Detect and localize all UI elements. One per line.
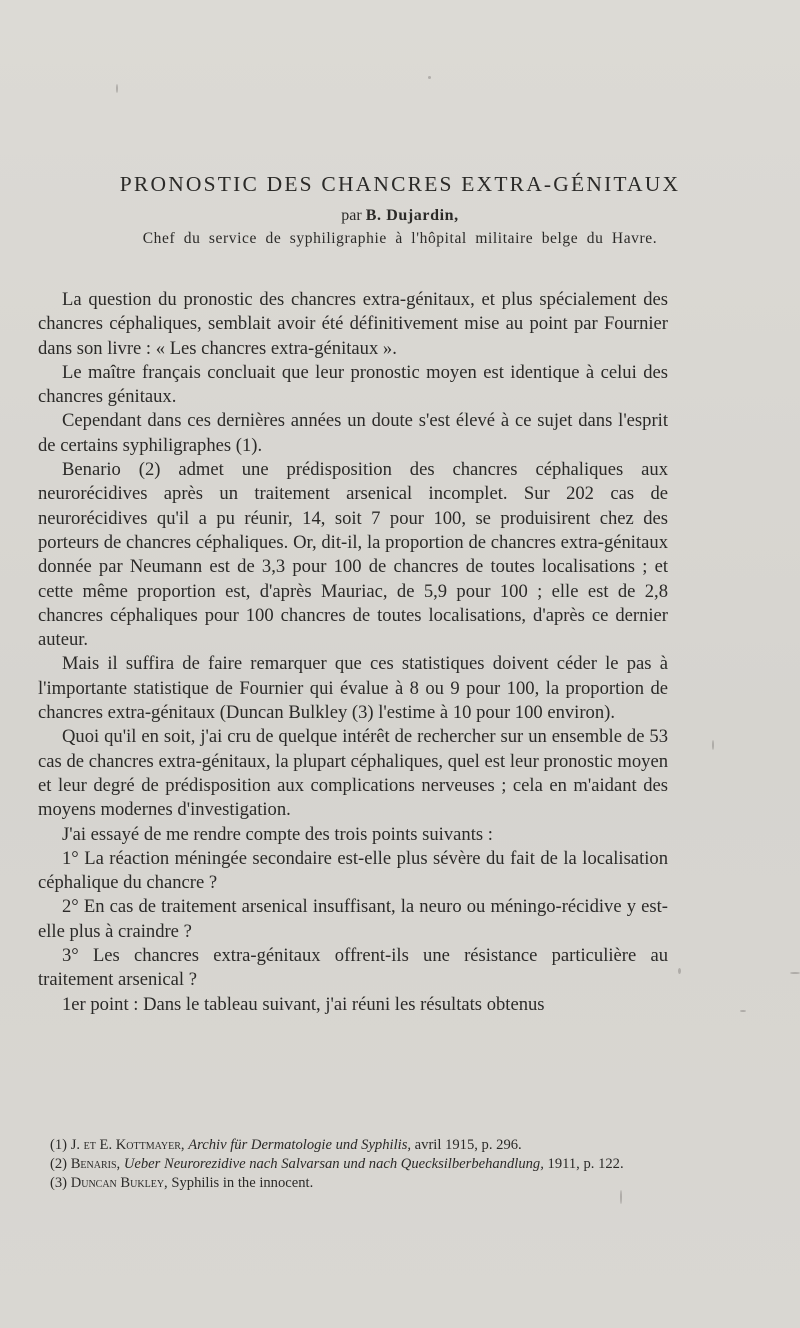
speck bbox=[790, 972, 800, 974]
speck bbox=[712, 740, 714, 750]
author-name: B. Dujardin, bbox=[365, 207, 459, 224]
paragraph: Benario (2) admet une prédisposition des chancres céphaliques aux neurorécidives après un traitement arsenical incomplet. Sur 202 cas de neurorécidives qu'il a pu réunir, 14, soit 7 pour 100, se produisirent chez des porteurs de chancres céphaliques. Or, dit-il, la proportion de chancres extra-génitaux donnée par Neumann est de 3,3 pour 100 de chancres de toutes localisations ; et cette même proportion est, d'après Mauriac, de 5,9 pour 100 ; elle est de 2,8 chancres céphaliques pour 100 chancres de toutes localisations, d'après ce dernier auteur. bbox=[38, 459, 668, 651]
paragraph: Le maître français concluait que leur pronostic moyen est identique à celui des chancres génitaux. bbox=[38, 361, 668, 408]
footnote-authors: J. et E. Kottmayer, bbox=[70, 1137, 185, 1153]
footnote-mark: (2) bbox=[50, 1156, 68, 1172]
footnote-authors: Duncan Bukley, bbox=[70, 1175, 168, 1191]
footnote-details: avril 1915, p. 296. bbox=[414, 1137, 522, 1153]
speck bbox=[620, 1190, 622, 1204]
author-affiliation: Chef du service de syphiligraphie à l'hôpital militaire belge du Havre. bbox=[142, 230, 658, 247]
footnote-details: Syphilis in the innocent. bbox=[171, 1175, 314, 1191]
byline-prefix: par bbox=[341, 207, 362, 224]
paragraph: Quoi qu'il en soit, j'ai cru de quelque intérêt de rechercher sur un ensemble de 53 cas de chancres extra-génitaux, la plupart céphaliques, quel est leur pronostic moyen et leur degré de prédisposition aux complications nerveuses ; cela en m'aidant des moyens modernes d'investigation. bbox=[38, 726, 668, 821]
footnote-title: Ueber Neurorezidive nach Salvarsan und nach Quecksilberbehandlung, bbox=[123, 1156, 544, 1172]
speck bbox=[678, 968, 681, 974]
footnotes bbox=[38, 1136, 670, 1193]
paragraph: La question du pronostic des chancres extra-génitaux, et plus spécialement des chancres céphaliques, semblait avoir été définitivement mise au point par Fournier dans son livre : « Les chancres extra-génitaux ». bbox=[38, 289, 668, 359]
paragraph: J'ai essayé de me rendre compte des trois points suivants : bbox=[62, 823, 493, 845]
paragraph: 2° En cas de traitement arsenical insuffisant, la neuro ou méningo-récidive y est-elle plus à craindre ? bbox=[38, 896, 668, 942]
paragraph: Mais il suffira de faire remarquer que ces statistiques doivent céder le pas à l'importante statistique de Fournier qui évalue à 8 ou 9 pour 100, la proportion de chancres extra-génitaux (Duncan Bulkley (3) l'estime à 10 pour 100 environ). bbox=[38, 653, 668, 724]
speck bbox=[740, 1010, 746, 1012]
footnote-details: 1911, p. 122. bbox=[547, 1156, 624, 1172]
paragraph: 1° La réaction méningée secondaire est-elle plus sévère du fait de la localisation céphalique du chancre ? bbox=[38, 847, 668, 894]
footnote-title: Archiv für Dermatologie und Syphilis, bbox=[188, 1137, 412, 1153]
speck bbox=[116, 84, 118, 93]
paragraph: 3° Les chancres extra-génitaux offrent-ils une résistance particulière au traitement arsenical ? bbox=[38, 945, 668, 991]
byline bbox=[0, 207, 800, 225]
speck bbox=[428, 76, 431, 79]
article-title: PRONOSTIC DES CHANCRES EXTRA-GÉNITAUX bbox=[119, 172, 681, 196]
paragraph: Cependant dans ces dernières années un doute s'est élevé à ce sujet dans l'esprit de certains syphiligraphes (1). bbox=[38, 410, 668, 456]
article-body bbox=[38, 288, 668, 1017]
footnote-mark: (3) bbox=[50, 1175, 68, 1191]
footnote-authors: Benaris, bbox=[70, 1156, 121, 1172]
footnote bbox=[38, 1155, 670, 1174]
footnote-mark: (1) bbox=[50, 1137, 68, 1153]
footnote bbox=[38, 1174, 670, 1193]
paragraph: 1er point : Dans le tableau suivant, j'ai réuni les résultats obtenus bbox=[62, 993, 545, 1015]
footnote bbox=[38, 1136, 670, 1155]
